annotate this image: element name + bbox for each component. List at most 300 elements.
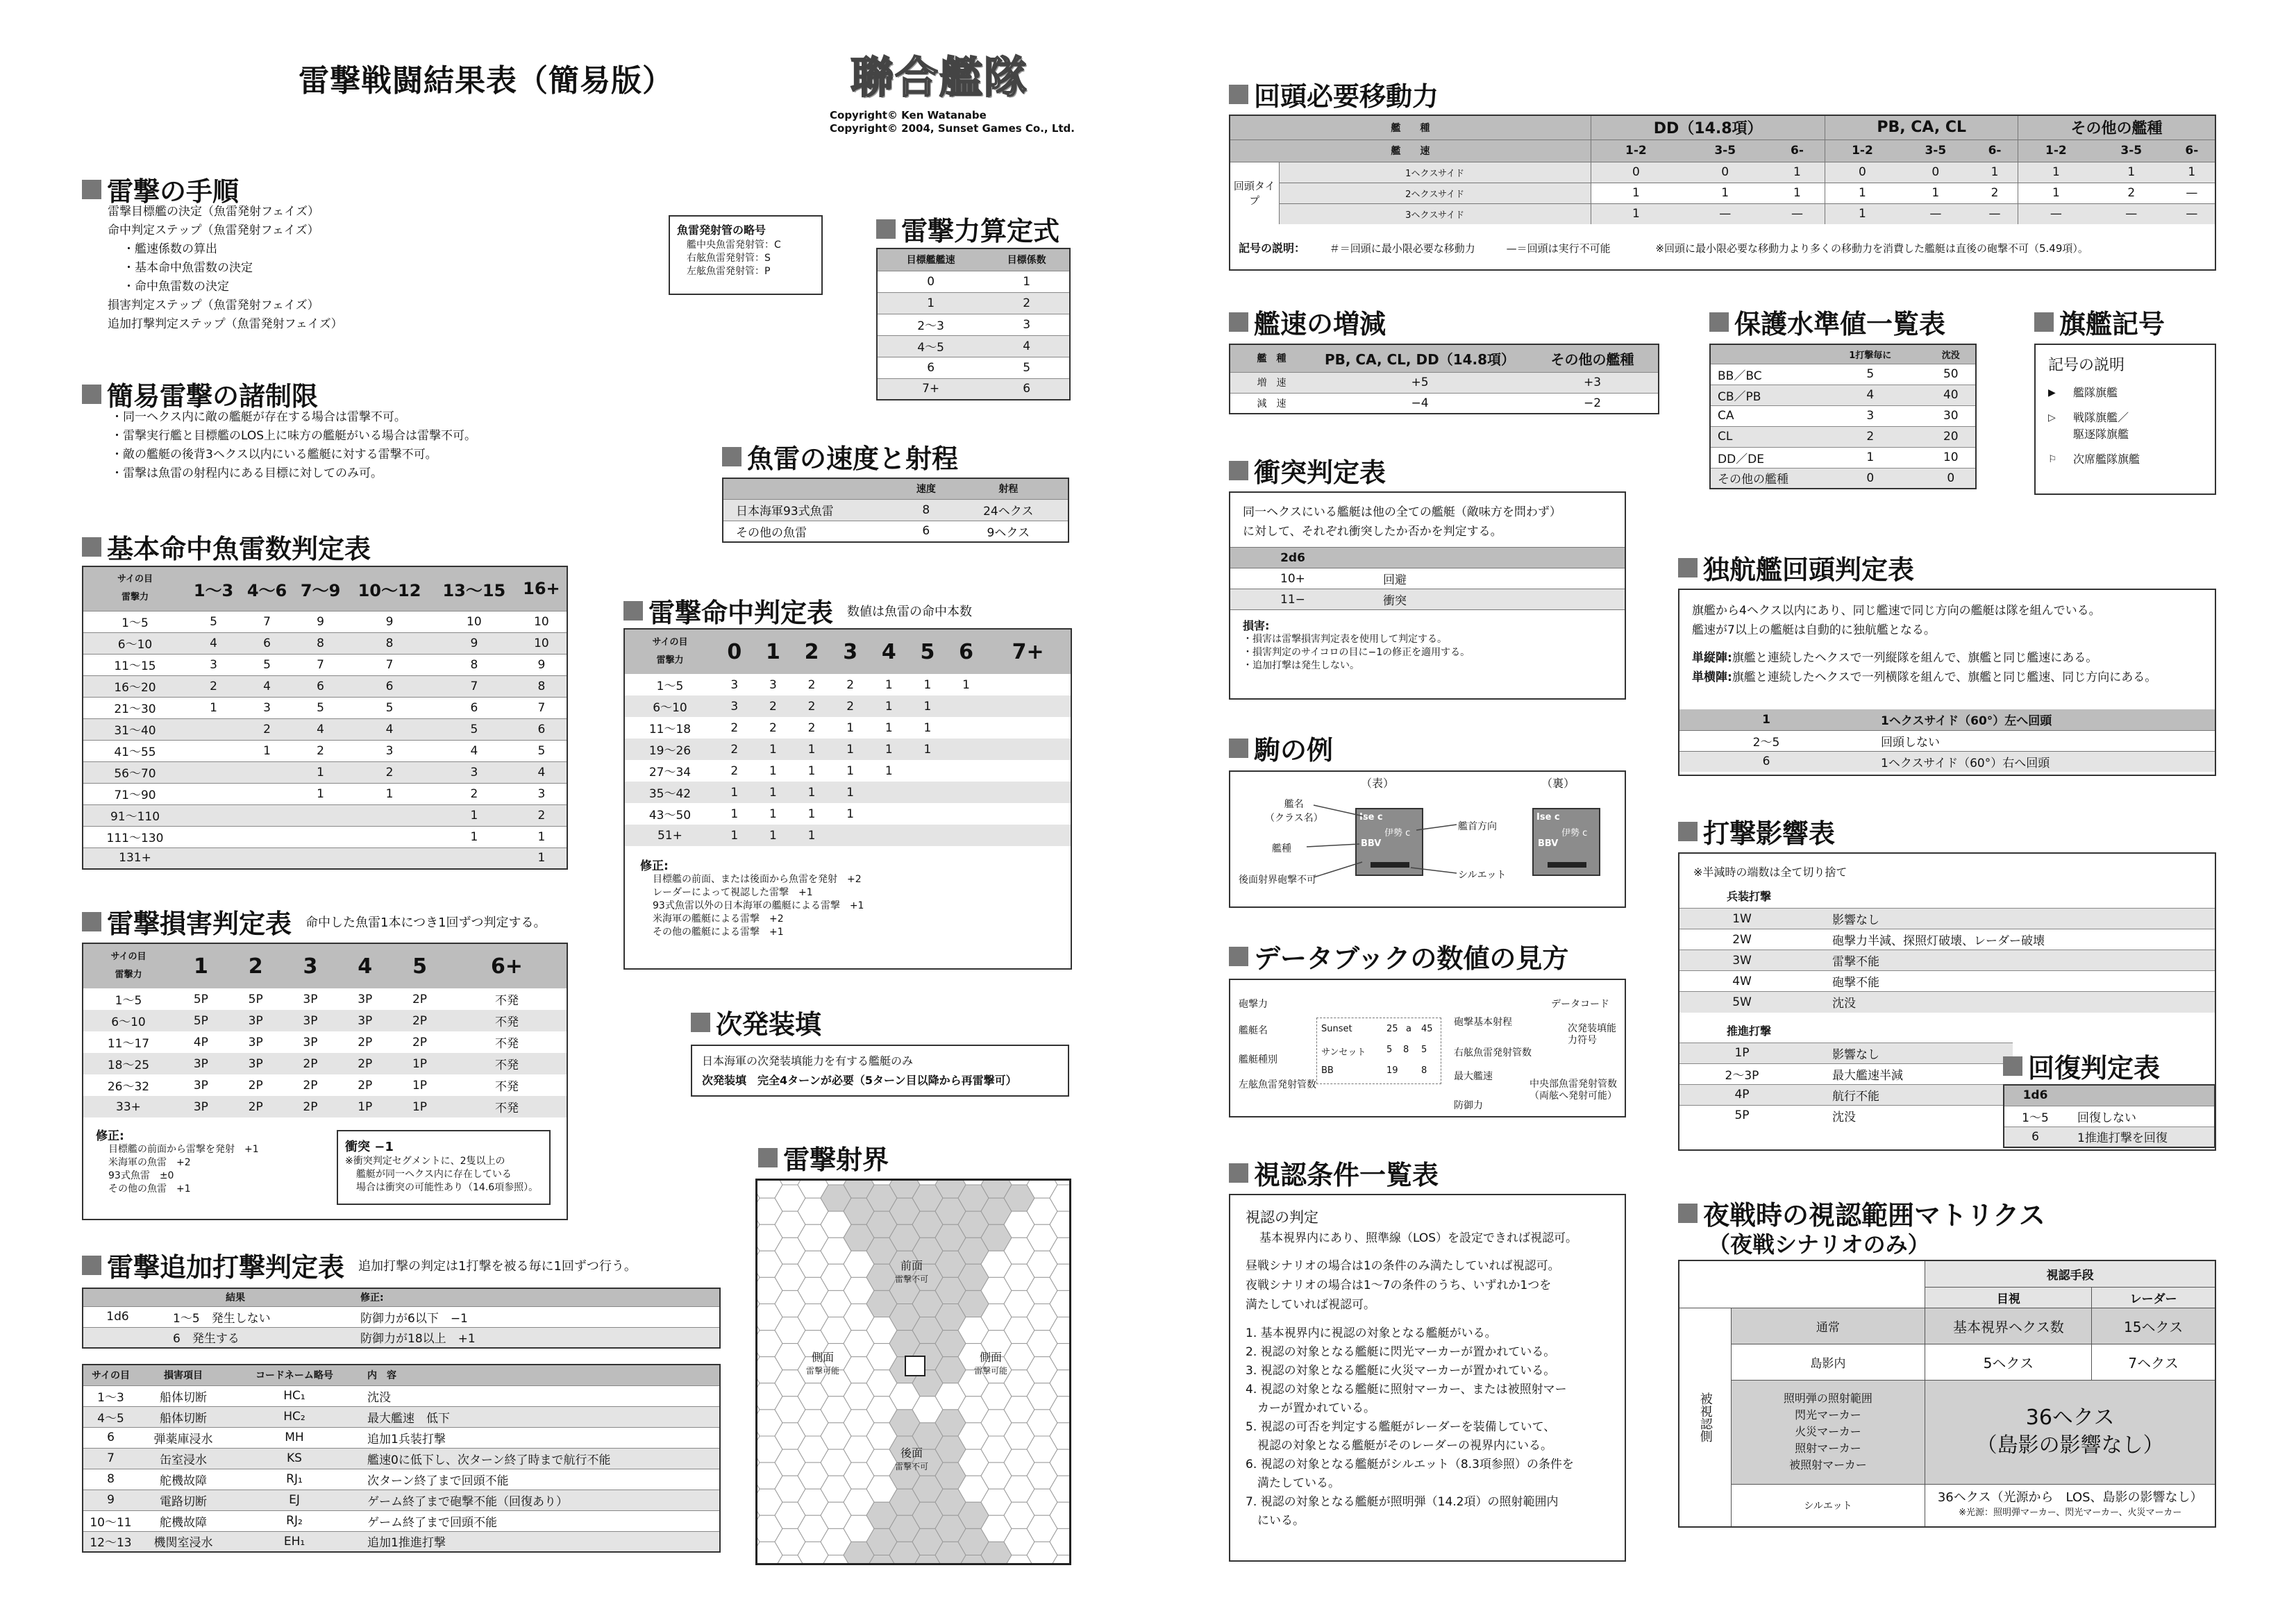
basic-hit-cell: 5 xyxy=(517,740,567,761)
basic-hit-col: 16+ xyxy=(517,566,567,611)
protect-cell: 20 xyxy=(1927,426,1976,447)
solo-heading: 独航艦回頭判定表 xyxy=(1678,548,1914,587)
piece-back-label: （裏） xyxy=(1541,777,1575,790)
counter-jp-name: 伊勢 c xyxy=(1384,828,1411,838)
collision-cell: 2d6 xyxy=(1230,548,1355,568)
limits-list xyxy=(111,408,476,483)
strike-cell: 最大艦速半減 xyxy=(1804,1063,2013,1084)
strike-cell: 沈没 xyxy=(1804,992,2215,1013)
basic-hit-cell: 8 xyxy=(347,632,432,654)
basic-hit-cell: 3 xyxy=(347,740,432,761)
basic-hit-cell: 5 xyxy=(294,697,347,718)
extra-row xyxy=(83,1469,720,1490)
databook-box xyxy=(1229,979,1626,1117)
recovery-cell: 1〜5 xyxy=(2004,1106,2066,1127)
turn-speed-col: 3-5 xyxy=(1681,140,1770,162)
damage-mod: 93式魚雷 ±0 xyxy=(108,1170,174,1181)
hit-cell: 1〜5 xyxy=(656,680,684,693)
corner-dice: サイの目 xyxy=(110,952,146,962)
visibility-item: 1. 基本視界内に視認の対象となる艦艇がいる。 xyxy=(1246,1326,1497,1340)
basic-hit-cell: 3 xyxy=(240,697,294,718)
protect-table xyxy=(1709,344,1977,489)
damage-cell: 6〜10 xyxy=(83,1010,174,1031)
basic-hit-cell: 10 xyxy=(517,632,567,654)
strike-cell: 1P xyxy=(1679,1043,1804,1063)
night-marker: 照射マーカー xyxy=(1795,1442,1861,1455)
sr-cell: 9ヘクス xyxy=(949,521,1069,542)
hit-cell: 2 xyxy=(846,677,855,692)
visibility-para: 昼戦シナリオの場合は1の条件のみ満たしていれば視認可。 xyxy=(1246,1259,1560,1273)
solo-line: 艦速が7以上の艦艇は自動的に独航艦となる。 xyxy=(1692,623,1936,637)
damage-cell: 2P xyxy=(303,1078,318,1092)
basic-hit-cell: 9 xyxy=(432,632,517,654)
damage-cell: 26〜32 xyxy=(107,1080,150,1094)
accel-cell: 増 速 xyxy=(1230,372,1313,393)
protect-cell: 1 xyxy=(1814,447,1927,468)
strike-row xyxy=(1679,929,2215,950)
damage-cell: 3P xyxy=(228,1053,283,1074)
basic-hit-cell xyxy=(187,740,240,761)
turn-row-label: 2ヘクスサイド xyxy=(1279,183,1591,203)
hit-cell: 2 xyxy=(807,677,816,692)
turn-speed-col: 1-2 xyxy=(1825,140,1899,162)
visibility-para: 夜戦シナリオの場合は1〜7の条件のうち、いずれか1つを xyxy=(1246,1279,1552,1292)
limit-item: ・雷撃実行艦と目標艦のLOS上に味方の艦艇がいる場合は雷撃不可。 xyxy=(111,429,477,443)
damage-cell: 18〜25 xyxy=(83,1053,174,1074)
hit-cell: 1 xyxy=(792,825,831,846)
arc-front-label: 前面 xyxy=(900,1259,923,1272)
basic-hit-cell: 6 xyxy=(240,632,294,654)
extra-cell: 船体切断 xyxy=(138,1406,228,1427)
collision-note-title: 衝突 −1 xyxy=(345,1140,394,1154)
corner-dice: サイの目 xyxy=(652,637,688,648)
turn-cell: 0 xyxy=(1899,162,1972,183)
game-logo: 聯合艦隊 xyxy=(850,52,1029,103)
night-row-label: 通常 xyxy=(1731,1308,1925,1344)
accel-cell: +5 xyxy=(1313,372,1527,393)
basic-hit-cell: 4 xyxy=(347,718,432,740)
damage-cell: 2P xyxy=(392,1010,447,1031)
extra-cell: 機関室浸水 xyxy=(138,1531,228,1552)
db-cell: 19 xyxy=(1386,1065,1398,1076)
damage-mod-title: 修正: xyxy=(96,1129,124,1143)
limit-item: ・同一ヘクス内に敵の艦艇が存在する場合は雷撃不可。 xyxy=(111,410,406,424)
hit-cell xyxy=(985,739,1071,760)
hit-cell: 1 xyxy=(885,677,893,692)
damage-cell: 2P xyxy=(228,1096,283,1117)
basic-hit-cell: 131+ xyxy=(83,847,187,869)
night-means: 視認手段 xyxy=(1925,1260,2215,1287)
basic-hit-cell: 5 xyxy=(432,718,517,740)
speed-range-table xyxy=(722,478,1069,543)
hit-cell: 2 xyxy=(730,763,739,778)
collision-damage-line: ・損害は雷撃損害判定表を使用して判定する。 xyxy=(1243,634,1447,645)
protect-col: 沈没 xyxy=(1927,344,1976,364)
corner-power: 雷撃力 xyxy=(121,592,149,603)
db-cell: 5 xyxy=(1386,1045,1393,1055)
strike-row xyxy=(1679,909,2215,929)
db-cell: 8 xyxy=(1403,1045,1409,1055)
power-cell: 5 xyxy=(984,357,1070,378)
basic-hit-cell: 4 xyxy=(187,632,240,654)
hit-heading-sub: 数値は魚雷の命中本数 xyxy=(847,604,973,619)
extra-cell: 10〜11 xyxy=(83,1510,138,1531)
night-marker: 被照射マーカー xyxy=(1789,1458,1867,1471)
extra-cell: 沈没 xyxy=(360,1385,720,1406)
extra-col: 損害項目 xyxy=(138,1365,228,1385)
power-table xyxy=(876,248,1071,400)
hit-cell: 1 xyxy=(754,739,793,760)
power-cell: 2 xyxy=(984,292,1070,314)
hit-cell: 1 xyxy=(715,782,754,803)
turn-cell: 1 xyxy=(1591,183,1681,203)
strike-cell: 沈没 xyxy=(1804,1105,2013,1126)
protect-cell: その他の艦種 xyxy=(1710,468,1814,489)
extra-top-cell xyxy=(83,1327,152,1348)
turn-cell: 0 xyxy=(1681,162,1770,183)
solo-cell: 回頭しない xyxy=(1853,730,2215,751)
night-marker: 閃光マーカー xyxy=(1795,1408,1861,1421)
basic-hit-cell: 1 xyxy=(517,826,567,847)
collision-line: 同一ヘクスにいる艦艇は他の全ての艦艇（敵味方を問わず） xyxy=(1243,505,1561,519)
extra-cell: 8 xyxy=(83,1469,138,1490)
basic-hit-cell: 10 xyxy=(517,611,567,632)
hit-cell xyxy=(908,782,947,803)
basic-hit-cell: 3 xyxy=(187,654,240,675)
hit-cell xyxy=(908,760,947,782)
night-blank xyxy=(1679,1260,1925,1308)
extra-cell: 最大艦速 低下 xyxy=(360,1406,720,1427)
hit-cell: 1 xyxy=(754,782,793,803)
basic-hit-cell: 2 xyxy=(187,675,240,697)
hit-mod-title: 修正: xyxy=(640,859,669,873)
hit-mod: レーダーによって視認した雷撃 +1 xyxy=(653,887,813,898)
basic-hit-cell xyxy=(347,847,432,869)
turn-cell: — xyxy=(1899,203,1972,224)
counter-name: Ise c xyxy=(1359,812,1383,822)
flag-item-squadron xyxy=(2048,410,2202,443)
damage-cell: 5P xyxy=(193,992,208,1006)
strike-cell: 4P xyxy=(1679,1084,1804,1105)
basic-hit-cell xyxy=(187,761,240,783)
strike-row xyxy=(1679,971,2215,992)
night-row-label: 島影内 xyxy=(1731,1344,1925,1380)
visibility-item: 視認の対象となる艦艇がそのレーダーの視界内にいる。 xyxy=(1246,1439,1552,1453)
db-label: 砲撃力 xyxy=(1239,999,1268,1010)
basic-hit-cell: 11〜15 xyxy=(83,654,187,675)
damage-heading xyxy=(82,902,546,940)
hit-mod: その他の艦艇による雷撃 +1 xyxy=(653,927,784,938)
protect-row xyxy=(1710,447,1976,468)
basic-hit-cell xyxy=(347,804,432,826)
db-label: 防御力 xyxy=(1454,1100,1483,1111)
damage-col: 4 xyxy=(337,944,392,988)
strike-weapons-table xyxy=(1679,908,2215,1013)
hit-cell: 1 xyxy=(769,763,777,778)
tube-abbr-box xyxy=(669,215,823,295)
arc-left-sub: 雷撃可能 xyxy=(806,1366,840,1376)
basic-hit-col: 4〜6 xyxy=(240,566,294,611)
damage-cell: 不発 xyxy=(447,1010,567,1031)
strike-row xyxy=(1679,1043,2013,1063)
sr-col xyxy=(723,478,903,499)
basic-hit-row xyxy=(83,826,567,847)
strike-prop-title: 推進打撃 xyxy=(1727,1024,1772,1038)
protect-cell: 4 xyxy=(1814,385,1927,405)
protect-cell: 10 xyxy=(1927,447,1976,468)
turn-cell: 1 xyxy=(1769,162,1825,183)
extra-cell: MH xyxy=(228,1427,360,1448)
extra-top-cell: 防御力が18以上 +1 xyxy=(319,1327,720,1348)
turn-legend-item: ※回頭に最小限必要な移動力より多くの移動力を消費した艦艇は直後の砲撃不可（5.49項）。 xyxy=(1655,242,2088,255)
counter-jp-name: 伊勢 c xyxy=(1561,828,1588,838)
damage-cell: 2P xyxy=(412,1035,428,1049)
basic-hit-cell: 8 xyxy=(294,632,347,654)
accel-cell: 減 速 xyxy=(1230,393,1313,414)
accel-col: 艦 種 xyxy=(1230,344,1313,372)
damage-cell: 2P xyxy=(283,1053,338,1074)
protect-row xyxy=(1710,405,1976,426)
basic-hit-row xyxy=(83,740,567,761)
db-cell: 5 xyxy=(1421,1045,1427,1055)
hit-cell: 1 xyxy=(885,720,893,735)
extra-row xyxy=(83,1448,720,1469)
extra-col: サイの目 xyxy=(83,1365,138,1385)
recovery-cell xyxy=(2066,1085,2215,1106)
piece-label: シルエット xyxy=(1458,870,1507,881)
limit-item: ・敵の艦艇の後背3ヘクス以内にいる艦艇に対する雷撃不可。 xyxy=(111,448,437,462)
hit-col: 2 xyxy=(792,630,831,674)
protect-cell: 40 xyxy=(1927,385,1976,405)
turn-cell: — xyxy=(2018,203,2093,224)
basic-hit-row xyxy=(83,675,567,697)
hit-cell: 43〜50 xyxy=(648,809,692,822)
solo-formation-label: 単横陣: xyxy=(1692,670,1732,684)
damage-cell: 1P xyxy=(337,1096,392,1117)
hit-cell: 1 xyxy=(846,807,855,821)
reload-heading: 次発装填 xyxy=(691,1003,821,1041)
basic-hit-col: 7〜9 xyxy=(294,566,347,611)
extra-cell: 缶室浸水 xyxy=(138,1448,228,1469)
basic-hit-cell: 71〜90 xyxy=(83,783,187,804)
extra-row xyxy=(83,1510,720,1531)
visibility-item: カーが置かれている。 xyxy=(1246,1401,1375,1415)
recovery-cell: 1推進打撃を回復 xyxy=(2066,1127,2215,1147)
extra-heading-sub: 追加打撃の判定は1打撃を被る毎に1回ずつ行う。 xyxy=(358,1258,637,1274)
visibility-item: 6. 視認の対象となる艦艇がシルエット（8.3項参照）の条件を xyxy=(1246,1458,1574,1471)
basic-hit-cell xyxy=(187,783,240,804)
damage-mod: 米海軍の魚雷 +2 xyxy=(108,1157,191,1168)
damage-col: 1 xyxy=(174,944,228,988)
db-label: 左舷魚雷発射管数 xyxy=(1239,1079,1316,1090)
reload-line: 次発装填 完全4ターンが必要（5ターン目以降から再雷撃可） xyxy=(702,1074,1017,1087)
turn-cell: 1 xyxy=(1825,183,1899,203)
accel-table xyxy=(1229,344,1659,414)
hit-cell: 11〜18 xyxy=(648,723,692,736)
basic-hit-cell: 7 xyxy=(240,611,294,632)
protect-col: 1打撃毎に xyxy=(1814,344,1927,364)
db-label: 次発装填能力符号 xyxy=(1568,1023,1616,1046)
hit-cell: 2 xyxy=(807,720,816,735)
basic-hit-cell: 8 xyxy=(432,654,517,675)
night-table xyxy=(1678,1260,2216,1528)
hit-col: 0 xyxy=(715,630,754,674)
turn-row-label: 1ヘクスサイド xyxy=(1279,162,1591,183)
basic-hit-cell: 9 xyxy=(347,611,432,632)
turn-row xyxy=(1230,183,2215,203)
hit-cell: 1 xyxy=(807,763,816,778)
strike-heading: 打撃影響表 xyxy=(1678,812,1835,850)
flag-label: 戦隊旗艦／ xyxy=(2073,411,2129,424)
limits-heading: 簡易雷撃の諸制限 xyxy=(82,375,318,413)
basic-hit-row xyxy=(83,847,567,869)
damage-cell: 1〜5 xyxy=(115,994,142,1008)
db-label: 中央部魚雷発射管数（両舷へ発射可能） xyxy=(1530,1079,1617,1102)
strike-cell: 砲撃力半減、探照灯破壊、レーダー破壊 xyxy=(1804,929,2215,950)
power-cell: 1 xyxy=(877,292,984,314)
solo-line: 旗艦から4ヘクス以内にあり、同じ艦速で同じ方向の艦艇は隊を組んでいる。 xyxy=(1692,604,2101,618)
hit-cell: 1 xyxy=(831,739,870,760)
damage-cell: 2P xyxy=(283,1096,338,1117)
extra-cell: HC₁ xyxy=(228,1385,360,1406)
db-cell: 45 xyxy=(1421,1024,1433,1034)
basic-hit-cell: 2 xyxy=(432,783,517,804)
collision-text xyxy=(1230,493,1625,547)
procedure-item: 雷撃目標艦の決定（魚雷発射フェイズ） xyxy=(108,205,319,219)
damage-cell: 3P xyxy=(303,992,318,1006)
hit-row xyxy=(625,803,1071,825)
basic-hit-cell: 111〜130 xyxy=(83,826,187,847)
power-cell: 0 xyxy=(877,271,984,292)
arc-rear-sub: 雷撃不可 xyxy=(895,1462,929,1471)
collision-note-line: 場合は衝突の可能性あり（14.6項参照）。 xyxy=(356,1182,539,1193)
basic-hit-cell: 5 xyxy=(240,654,294,675)
strike-prop-table xyxy=(1679,1043,2013,1127)
basic-hit-cell: 4 xyxy=(294,718,347,740)
hit-col: 6 xyxy=(947,630,986,674)
basic-hit-cell: 6 xyxy=(347,675,432,697)
damage-corner xyxy=(83,944,174,988)
damage-cell: 2P xyxy=(358,1078,373,1092)
turn-speed-col: 1-2 xyxy=(1591,140,1681,162)
visibility-item: 5. 視認の可否を判定する艦艇がレーダーを装備していて、 xyxy=(1246,1420,1556,1434)
basic-hit-cell: 1 xyxy=(187,697,240,718)
turn-cell: 1 xyxy=(1681,183,1770,203)
turn-cell: 0 xyxy=(1825,162,1899,183)
arc-front xyxy=(895,1257,928,1285)
solo-formation-text: 旗艦と連続したヘクスで一列縦隊を組んで、旗艦と同じ艦速にある。 xyxy=(1732,651,2098,665)
copyright-line: Copyright© 2004, Sunset Games Co., Ltd. xyxy=(830,122,1075,135)
basic-hit-cell xyxy=(294,826,347,847)
extra-top-cell: 1〜5 発生しない xyxy=(152,1306,319,1327)
damage-heading-text: 雷撃損害判定表 xyxy=(107,909,292,939)
collision-damage-line: ・損害判定のサイコロの目に−1の修正を適用する。 xyxy=(1243,647,1470,658)
collision-heading: 衝突判定表 xyxy=(1229,451,1386,489)
basic-hit-cell: 9 xyxy=(517,654,567,675)
extra-cell: 追加1推進打撃 xyxy=(360,1531,720,1552)
turn-cell: 0 xyxy=(1591,162,1681,183)
damage-cell: 不発 xyxy=(447,1096,567,1117)
damage-row xyxy=(83,1010,567,1031)
basic-hit-cell: 5 xyxy=(187,611,240,632)
turn-cell: 2 xyxy=(1972,183,2018,203)
night-silhouette-note: ※光源：照明弾マーカー、閃光マーカー、火災マーカー xyxy=(1959,1507,2182,1518)
arc-right xyxy=(974,1349,1007,1376)
basic-hit-cell: 1〜5 xyxy=(83,611,187,632)
db-cell: a xyxy=(1406,1024,1411,1034)
db-cell: 8 xyxy=(1421,1065,1427,1076)
basic-hit-cell: 4 xyxy=(240,675,294,697)
arc-front-sub: 雷撃不可 xyxy=(895,1274,929,1284)
power-cell: 2〜3 xyxy=(877,314,984,335)
db-label: 右舷魚雷発射管数 xyxy=(1454,1047,1532,1058)
night-cell: 基本視界ヘクス数 xyxy=(1925,1308,2092,1344)
basic-hit-cell: 6 xyxy=(517,718,567,740)
procedure-item: 命中判定ステップ（魚雷発射フェイズ） xyxy=(108,223,319,237)
corner-power: 雷撃力 xyxy=(115,970,142,980)
turn-type-label: 回頭タイプ xyxy=(1230,162,1279,224)
basic-hit-row xyxy=(83,804,567,826)
turn-cell: 2 xyxy=(2094,183,2169,203)
night-col-eye: 目視 xyxy=(1925,1287,2092,1308)
turn-cell: 1 xyxy=(2169,162,2215,183)
basic-hit-cell: 10 xyxy=(432,611,517,632)
strike-cell: 3W xyxy=(1679,950,1804,971)
flag-item-fleet xyxy=(2048,385,2202,401)
procedure-heading: 雷撃の手順 xyxy=(82,170,239,208)
protect-cell: 5 xyxy=(1814,364,1927,385)
basic-hit-cell: 9 xyxy=(294,611,347,632)
damage-cell: 1P xyxy=(392,1053,447,1074)
piece-label: （クラス名） xyxy=(1265,813,1323,824)
hit-cell xyxy=(947,803,986,825)
damage-cell: 1P xyxy=(412,1078,428,1092)
db-cell: 25 xyxy=(1386,1024,1398,1034)
hit-cell xyxy=(947,717,986,739)
sr-cell: 日本海軍93式魚雷 xyxy=(723,499,903,521)
basic-hit-row xyxy=(83,718,567,740)
piece-leader-lines xyxy=(1230,772,1627,909)
basic-hit-col: 10〜12 xyxy=(347,566,432,611)
strike-cell: 影響なし xyxy=(1804,909,2215,929)
solo-box xyxy=(1678,589,2216,776)
night-markers-value-line: （島影の影響なし） xyxy=(1976,1433,2164,1458)
basic-hit-cell: 5 xyxy=(347,697,432,718)
flag-solid-icon: ▶ xyxy=(2048,387,2056,398)
accel-cell: −2 xyxy=(1527,393,1659,414)
visibility-items xyxy=(1246,1324,1609,1530)
strike-cell: 影響なし xyxy=(1804,1043,2013,1063)
hit-heading xyxy=(623,591,972,630)
strike-cell: 2W xyxy=(1679,929,1804,950)
extra-cell: 1〜3 xyxy=(83,1385,138,1406)
hit-row xyxy=(625,674,1071,695)
flag-label: 次席艦隊旗艦 xyxy=(2073,453,2140,466)
hit-cell xyxy=(947,695,986,717)
visibility-title: 視認の判定 xyxy=(1246,1209,1318,1226)
extra-row xyxy=(83,1385,720,1406)
protect-col xyxy=(1710,344,1814,364)
strike-cell: 航行不能 xyxy=(1804,1084,2013,1105)
extra-cell: 艦速0に低下し、次ターン終了時まで航行不能 xyxy=(360,1448,720,1469)
extra-cell: EJ xyxy=(228,1490,360,1510)
collision-line: に対して、それぞれ衝突したか否かを判定する。 xyxy=(1243,525,1502,539)
hit-cell xyxy=(947,825,986,846)
solo-formation-line xyxy=(1692,648,2202,668)
solo-cell: 1 xyxy=(1679,709,1853,730)
damage-row xyxy=(83,988,567,1010)
accel-cell: +3 xyxy=(1527,372,1659,393)
